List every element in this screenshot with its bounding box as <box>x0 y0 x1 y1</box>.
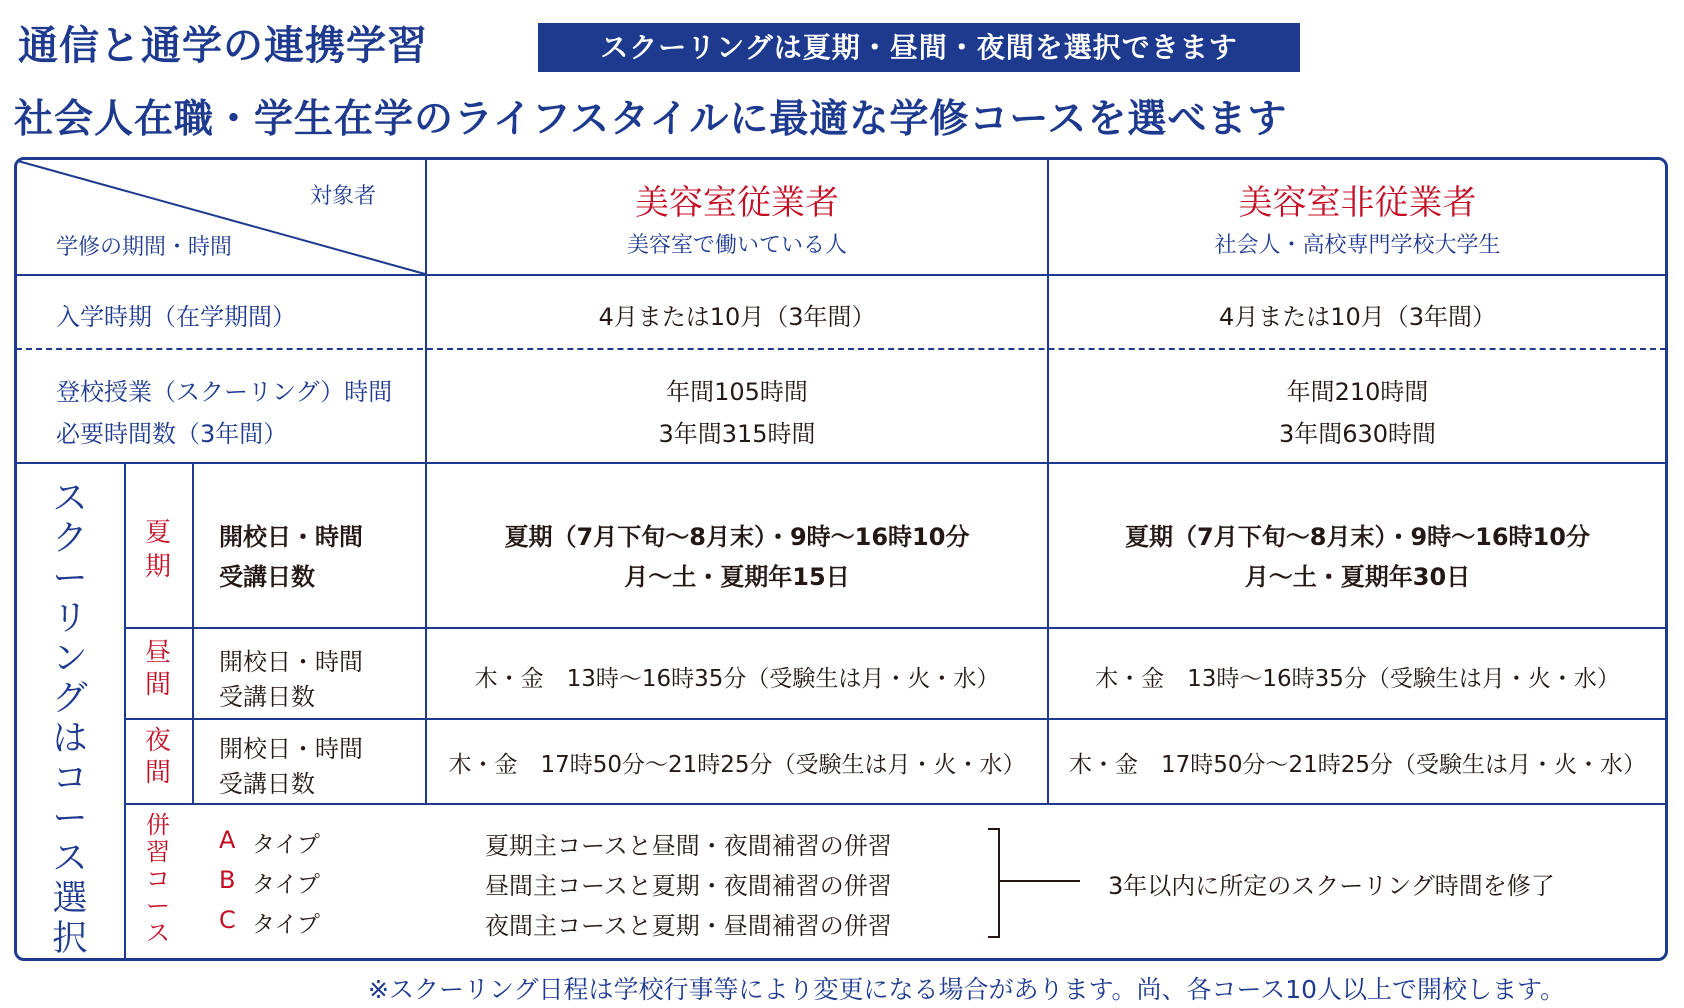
summer-item-days: 受講日数 <box>219 563 315 591</box>
side-char: リ <box>52 599 88 639</box>
col1-subtitle: 美容室で働いている人 <box>626 233 847 258</box>
combo-char: コ <box>146 865 170 893</box>
combo-char: 習 <box>146 838 170 866</box>
combo-char: ー <box>146 892 170 920</box>
corner-period-label: 学修の期間・時間 <box>56 235 233 260</box>
side-char: ー <box>52 799 88 839</box>
side-char: ー <box>52 559 88 599</box>
col2-title: 美容室非従業者 <box>1238 183 1477 223</box>
side-char: ン <box>52 639 88 679</box>
col1-title: 美容室従業者 <box>635 183 839 223</box>
combo-type-c-name: タイプ <box>252 912 320 938</box>
night-col2: 木・金 17時50分〜21時25分（受験生は月・火・水） <box>1068 752 1647 778</box>
row-divider-dashed <box>16 348 1666 350</box>
side-char: ス <box>52 839 88 879</box>
day-item-open: 開校日・時間 <box>219 648 363 676</box>
day-col2: 木・金 13時〜16時35分（受験生は月・火・水） <box>1095 666 1620 692</box>
row-hours-label-1: 登校授業（スクーリング）時間 <box>56 378 393 406</box>
col2-subtitle: 社会人・高校専門学校大学生 <box>1214 233 1501 258</box>
summer-col1-line1: 夏期（7月下旬〜8月末）・9時〜16時10分 <box>504 523 970 551</box>
side-char: グ <box>52 679 88 719</box>
page-title: 通信と通学の連携学習 <box>18 23 428 69</box>
day-char: 間 <box>144 670 171 700</box>
row-hours-col1-line1: 年間105時間 <box>666 378 808 406</box>
row-divider-night <box>126 803 1666 805</box>
combo-type-b-name: タイプ <box>252 872 320 898</box>
side-char: コ <box>52 759 88 799</box>
page-subtitle: 社会人在職・学生在学のライフスタイルに最適な学修コースを選べます <box>14 97 1288 142</box>
summer-char: 夏 <box>144 518 171 548</box>
night-char: 間 <box>144 758 171 788</box>
combo-type-b-desc: 昼間主コースと夏期・夜間補習の併習 <box>485 872 892 900</box>
summer-char: 期 <box>144 552 171 582</box>
combo-result: 3年以内に所定のスクーリング時間を修了 <box>1108 872 1555 900</box>
combo-type-c-desc: 夜間主コースと夏期・昼間補習の併習 <box>485 912 892 940</box>
row-entry-col1: 4月または10月（3年間） <box>598 303 876 331</box>
night-col1: 木・金 17時50分〜21時25分（受験生は月・火・水） <box>448 752 1026 778</box>
schooling-banner: スクーリングは夏期・昼間・夜間を選択できます <box>538 23 1300 72</box>
combo-connector-line <box>998 880 1080 882</box>
combo-char: ス <box>146 919 170 947</box>
combo-bracket <box>988 828 1000 938</box>
summer-label <box>143 520 173 580</box>
footnote: ※スクーリング日程は学校行事等により変更になる場合があります。尚、各コース10人以上で開校します。 <box>368 975 1566 1004</box>
corner-target-label: 対象者 <box>310 184 377 209</box>
day-label <box>143 640 173 698</box>
night-item-open: 開校日・時間 <box>219 735 363 763</box>
col-divider-side <box>124 462 126 959</box>
day-col1: 木・金 13時〜16時35分（受験生は月・火・水） <box>474 666 1000 692</box>
row-hours-label-2: 必要時間数（3年間） <box>56 420 288 448</box>
row-divider-summer <box>126 627 1666 629</box>
combo-char: 併 <box>146 811 170 839</box>
combo-type-a-letter: A <box>219 826 236 854</box>
day-item-days: 受講日数 <box>219 683 315 711</box>
summer-col1-line2: 月〜土・夏期年15日 <box>624 563 850 591</box>
row-entry-label: 入学時期（在学期間） <box>56 303 296 331</box>
row-divider-hours <box>16 462 1666 464</box>
side-char: 択 <box>52 919 88 959</box>
row-hours-col2-line1: 年間210時間 <box>1286 378 1429 406</box>
schooling-side-label <box>50 479 90 959</box>
combo-type-a-desc: 夏期主コースと昼間・夜間補習の併習 <box>485 832 892 860</box>
col-divider-sublabel <box>192 462 194 803</box>
night-label <box>143 728 173 786</box>
night-item-days: 受講日数 <box>219 770 315 798</box>
summer-col2-line1: 夏期（7月下旬〜8月末）・9時〜16時10分 <box>1125 523 1590 551</box>
summer-item-open: 開校日・時間 <box>219 523 363 551</box>
combo-type-a-name: タイプ <box>252 832 320 858</box>
combo-type-c-letter: C <box>219 906 236 934</box>
combo-label <box>143 813 173 945</box>
combo-type-b-letter: B <box>219 866 236 894</box>
side-char: ス <box>52 479 88 519</box>
summer-col2-line2: 月〜土・夏期年30日 <box>1244 563 1471 591</box>
side-char: 選 <box>52 879 88 919</box>
row-entry-col2: 4月または10月（3年間） <box>1218 303 1497 331</box>
night-char: 夜 <box>144 726 171 756</box>
row-divider-day <box>126 718 1666 720</box>
row-hours-col1-line2: 3年間315時間 <box>658 420 816 448</box>
row-hours-col2-line2: 3年間630時間 <box>1278 420 1437 448</box>
day-char: 昼 <box>144 638 171 668</box>
side-char: は <box>52 719 88 759</box>
side-char: ク <box>52 519 88 559</box>
